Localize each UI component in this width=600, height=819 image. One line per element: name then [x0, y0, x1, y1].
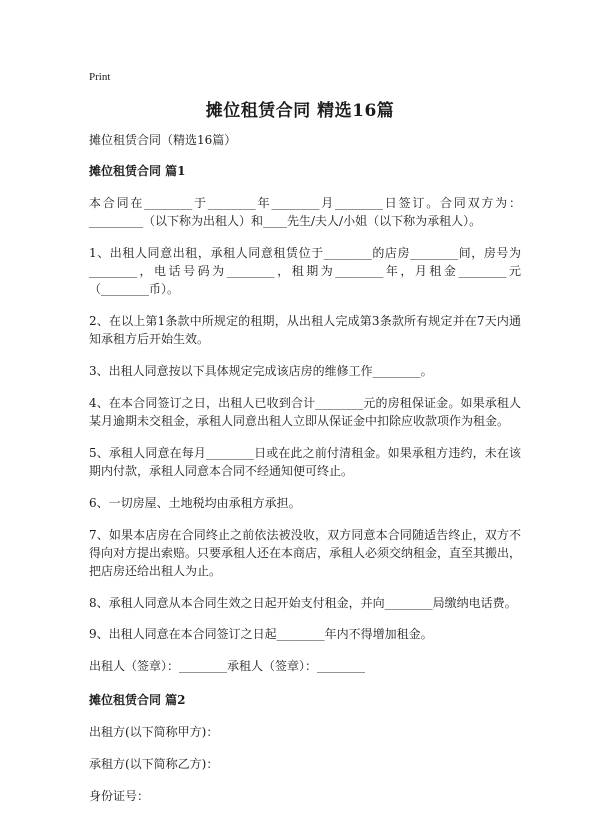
section-heading-1: 摊位租赁合同 篇1	[89, 164, 186, 178]
print-label[interactable]: Print	[89, 71, 111, 83]
section-heading-2: 摊位租赁合同 篇2	[89, 693, 186, 707]
document-subtitle: 摊位租赁合同（精选16篇）	[89, 133, 237, 147]
document-body	[89, 131, 521, 819]
clause-3: 3、出租人同意按以下具体规定完成该店房的维修工作________。	[89, 364, 433, 378]
clause-4: 4、在本合同签订之日，出租人已收到合计________元的房租保证金。如果承租人某月逾期未交租金，承租人同意出租人立即从保证金中扣除应收款项作为租金。	[89, 396, 521, 428]
document-title: 摊位租赁合同 精选16篇	[205, 101, 395, 121]
lessor-field: 出租方(以下简称甲方)：	[89, 725, 219, 739]
clause-5: 5、承租人同意在每月________日或在此之前付清租金。如果承租方违约，未在该期内付款，承租人同意本合同不经通知便可终止。	[89, 446, 521, 478]
lessee-field: 承租方(以下简称乙方)：	[89, 757, 219, 771]
clause-6: 6、一切房屋、土地税均由承租方承担。	[89, 496, 301, 510]
clause-8: 8、承租人同意从本合同生效之日起开始支付租金，并向________局缴纳电话费。	[89, 596, 517, 610]
clause-2: 2、在以上第1条款中所规定的租期，从出租人完成第3条款所有规定并在7天内通知承租方后开始生效。	[89, 314, 521, 346]
signature-line: 出租人（签章）：________承租人（签章）：________	[89, 659, 366, 673]
contract-intro: 本合同在________于________年________月________日签订。合同双方为：_________（以下称为出租人）和____先生/夫人/小姐（以下称为承租人）。	[89, 196, 521, 228]
clause-1: 1、出租人同意出租，承租人同意租赁位于________的店房________间，房号为________，电话号码为________，租期为________年，月租金________元（________币）。	[89, 246, 521, 296]
clause-7: 7、如果本店房在合同终止之前依法被没收，双方同意本合同随适告终止，双方不得向对方提出索赔。只要承租人还在本商店，承租人必须交纳租金，直至其搬出，把店房还给出租人为止。	[89, 528, 522, 578]
id-number-field: 身份证号：	[89, 789, 150, 803]
clause-9: 9、出租人同意在本合同签订之日起________年内不得增加租金。	[89, 627, 433, 641]
